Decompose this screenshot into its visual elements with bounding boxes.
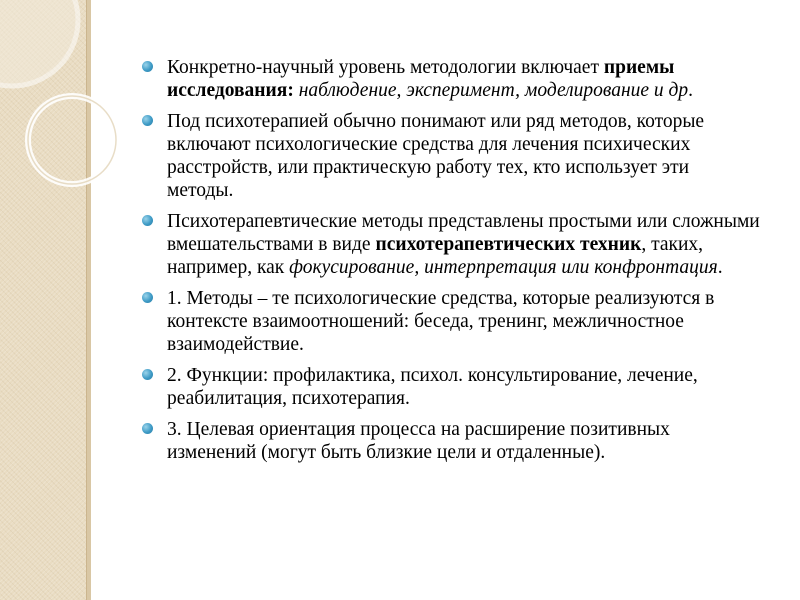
- bullet-text: [167, 211, 760, 278]
- list-item: [140, 364, 760, 410]
- bullet-dot-icon: [142, 292, 153, 303]
- italic-text-run: фокусирование, интерпретация или конфронтация: [289, 257, 718, 278]
- bullet-dot-icon: [142, 423, 153, 434]
- text-run: .: [688, 80, 694, 101]
- italic-text-run: наблюдение, эксперимент, моделирование и др: [293, 80, 689, 101]
- bullet-dot-icon: [142, 61, 153, 72]
- list-item: [140, 110, 760, 202]
- list-item: [140, 287, 760, 356]
- decorative-circles: [0, 0, 120, 230]
- bullet-text: Под психотерапией обычно понимают или ряд методов, которые включают психологические средства для лечения психических расстройств, или практическую работу тех, кто использует эти методы.: [167, 111, 705, 201]
- text-run: Психотерапевтические методы представлены простыми или сложными вмешательствами в виде: [167, 211, 760, 255]
- list-item: [140, 56, 760, 102]
- bullet-text: [167, 57, 693, 101]
- bullet-dot-icon: [142, 369, 153, 380]
- decorative-large-circle: [0, 0, 78, 86]
- text-run: .: [717, 257, 723, 278]
- text-run: , таких, например, как: [167, 234, 704, 278]
- bullet-text: 1. Методы – те психологические средства, которые реализуются в контексте взаимоотношений: беседа, тренинг, межличностное взаимодействие.: [167, 288, 715, 355]
- list-item: [140, 210, 760, 279]
- bold-text-run: психотерапевтических техник: [375, 234, 642, 255]
- bold-text-run: приемы исследования:: [167, 57, 675, 101]
- bullet-dot-icon: [142, 215, 153, 226]
- list-item: [140, 418, 760, 464]
- bullet-text: 2. Функции: профилактика, психол. консультирование, лечение, реабилитация, психотерапия.: [167, 365, 698, 409]
- bullet-text: 3. Целевая ориентация процесса на расширение позитивных изменений (могут быть близкие цели и отдаленные).: [167, 419, 670, 463]
- decorative-ring-inner: [28, 96, 116, 184]
- text-run: Конкретно-научный уровень методологии включает: [167, 57, 604, 78]
- bullet-dot-icon: [142, 115, 153, 126]
- bullet-list: [140, 56, 760, 472]
